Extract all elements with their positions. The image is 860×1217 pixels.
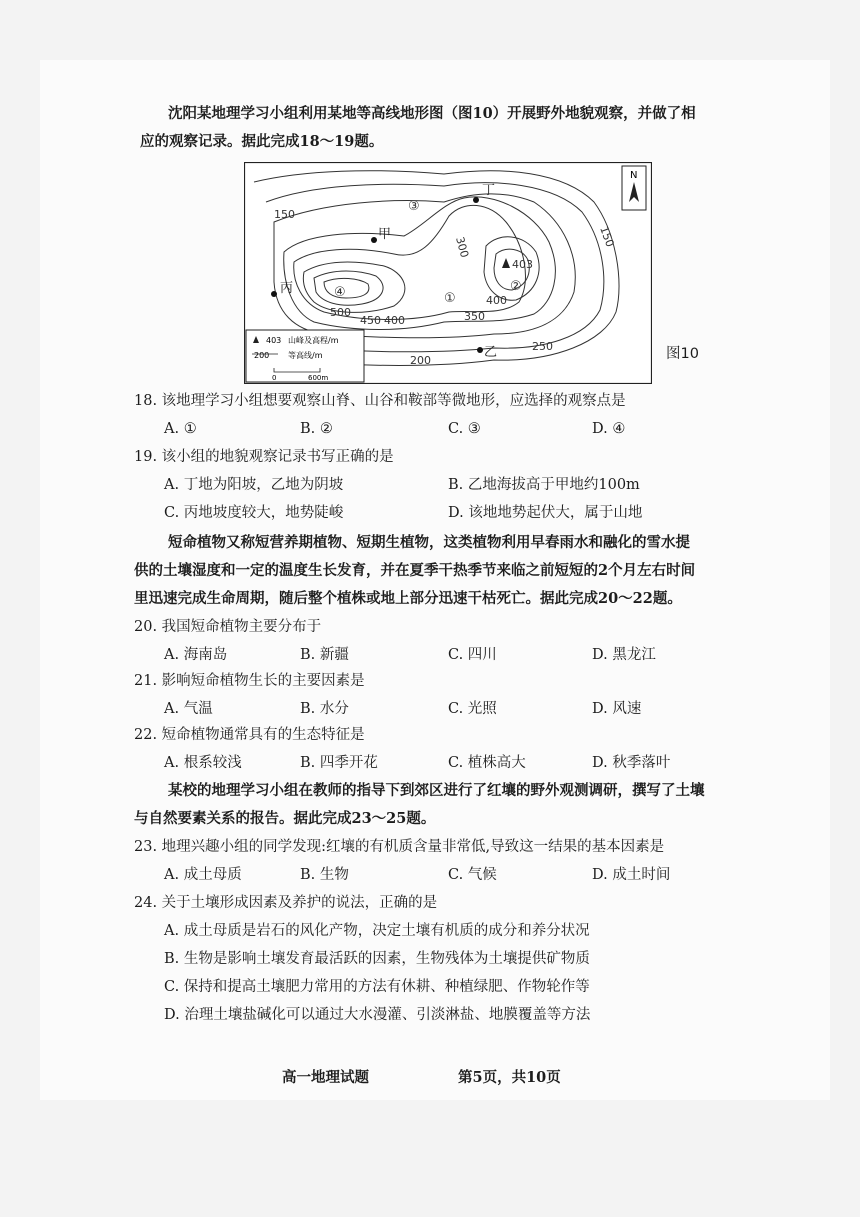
contour-label: 250 <box>532 340 553 353</box>
question-23-stem: 23. 地理兴趣小组的同学发现:红壤的有机质含量非常低,导致这一结果的基本因素是 <box>134 839 665 855</box>
legend-scale-start: 0 <box>272 374 277 382</box>
q18-option-b: B. ② <box>300 421 333 437</box>
q19-option-c: C. 丙地坡度较大，地势陡峻 <box>164 505 344 521</box>
region-label: ③ <box>408 199 420 214</box>
region-label: ① <box>444 291 456 306</box>
map-legend <box>246 330 364 382</box>
question-20-stem: 20. 我国短命植物主要分布于 <box>134 619 322 635</box>
q20-option-c: C. 四川 <box>448 647 497 663</box>
north-arrow-icon <box>622 166 646 210</box>
q23-option-d: D. 成土时间 <box>592 867 671 883</box>
legend-contour-value: 200 <box>254 351 270 360</box>
intro-23-line2: 与自然要素关系的报告。据此完成23～25题。 <box>134 810 436 827</box>
q23-option-b: B. 生物 <box>300 867 349 883</box>
contour-map-figure <box>244 162 652 384</box>
q23-option-c: C. 气候 <box>448 867 497 883</box>
north-label: N <box>630 170 638 181</box>
q22-option-b: B. 四季开花 <box>300 755 378 771</box>
legend-peak-value: 403 <box>266 336 282 345</box>
intro-18-line1: 沈阳某地理学习小组利用某地等高线地形图（图10）开展野外地貌观察，并做了相 <box>168 105 696 122</box>
place-label: 甲 <box>378 227 392 242</box>
figure-caption: 图10 <box>666 346 699 362</box>
intro-18-line2: 应的观察记录。据此完成18～19题。 <box>140 133 384 150</box>
region-label: ④ <box>334 285 346 300</box>
q19-option-a: A. 丁地为阳坡，乙地为阴坡 <box>164 477 344 493</box>
q21-option-b: B. 水分 <box>300 701 349 717</box>
q23-option-a: A. 成土母质 <box>164 867 242 883</box>
q20-option-b: B. 新疆 <box>300 647 349 663</box>
place-label: 乙 <box>484 345 498 360</box>
question-19-stem: 19. 该小组的地貌观察记录书写正确的是 <box>134 449 394 465</box>
footer-page-number: 第5页，共10页 <box>458 1069 561 1086</box>
contour-label: 400 <box>486 294 507 307</box>
contour-label: 450 <box>360 314 381 327</box>
q24-option-b: B. 生物是影响土壤发育最活跃的因素，生物残体为土壤提供矿物质 <box>164 951 590 967</box>
q24-option-d: D. 治理土壤盐碱化可以通过大水漫灌、引淡淋盐、地膜覆盖等方法 <box>164 1007 591 1023</box>
q21-option-d: D. 风速 <box>592 701 642 717</box>
q22-option-a: A. 根系较浅 <box>164 755 242 771</box>
question-24-stem: 24. 关于土壤形成因素及养护的说法，正确的是 <box>134 895 438 911</box>
q20-option-d: D. 黑龙江 <box>592 647 656 663</box>
place-label: 丁 <box>482 183 496 198</box>
q24-option-c: C. 保持和提高土壤肥力常用的方法有休耕、种植绿肥、作物轮作等 <box>164 979 590 995</box>
footer-subject: 高一地理试题 <box>282 1069 369 1086</box>
region-label: ② <box>510 279 522 294</box>
contour-label: 400 <box>384 314 405 327</box>
contour-label: 150 <box>274 208 295 221</box>
q21-option-c: C. 光照 <box>448 701 497 717</box>
contour-label: 403 <box>512 258 533 271</box>
q19-option-d: D. 该地地势起伏大，属于山地 <box>448 505 643 521</box>
q18-option-d: D. ④ <box>592 421 626 437</box>
q18-option-c: C. ③ <box>448 421 481 437</box>
contour-label: 200 <box>410 354 431 367</box>
question-21-stem: 21. 影响短命植物生长的主要因素是 <box>134 673 365 689</box>
intro-20-line3: 里迅速完成生命周期，随后整个植株或地上部分迅速干枯死亡。据此完成20～22题。 <box>134 590 682 607</box>
contour-label: 150 <box>597 224 617 249</box>
place-label: 丙 <box>280 281 294 296</box>
q22-option-c: C. 植株高大 <box>448 755 526 771</box>
intro-23-line1: 某校的地理学习小组在教师的指导下到郊区进行了红壤的野外观测调研，撰写了土壤 <box>168 782 705 799</box>
question-18-stem: 18. 该地理学习小组想要观察山脊、山谷和鞍部等微地形，应选择的观察点是 <box>134 393 626 409</box>
q19-option-b: B. 乙地海拔高于甲地约100m <box>448 477 640 493</box>
q18-option-a: A. ① <box>164 421 197 437</box>
contour-label: 350 <box>464 310 485 323</box>
intro-20-line2: 供的土壤湿度和一定的温度生长发育，并在夏季干热季节来临之前短短的2个月左右时间 <box>134 562 696 579</box>
legend-scale-end: 600m <box>308 374 329 382</box>
q21-option-a: A. 气温 <box>164 701 213 717</box>
contour-label: 500 <box>330 306 351 319</box>
legend-contour-text: 等高线/m <box>288 351 323 360</box>
legend-peak-text: 山峰及高程/m <box>288 336 339 345</box>
q24-option-a: A. 成土母质是岩石的风化产物，决定土壤有机质的成分和养分状况 <box>164 923 590 939</box>
q22-option-d: D. 秋季落叶 <box>592 755 671 771</box>
contour-label: 300 <box>453 235 472 260</box>
q20-option-a: A. 海南岛 <box>164 647 228 663</box>
question-22-stem: 22. 短命植物通常具有的生态特征是 <box>134 727 365 743</box>
intro-20-line1: 短命植物又称短营养期植物、短期生植物，这类植物利用早春雨水和融化的雪水提 <box>168 534 690 551</box>
